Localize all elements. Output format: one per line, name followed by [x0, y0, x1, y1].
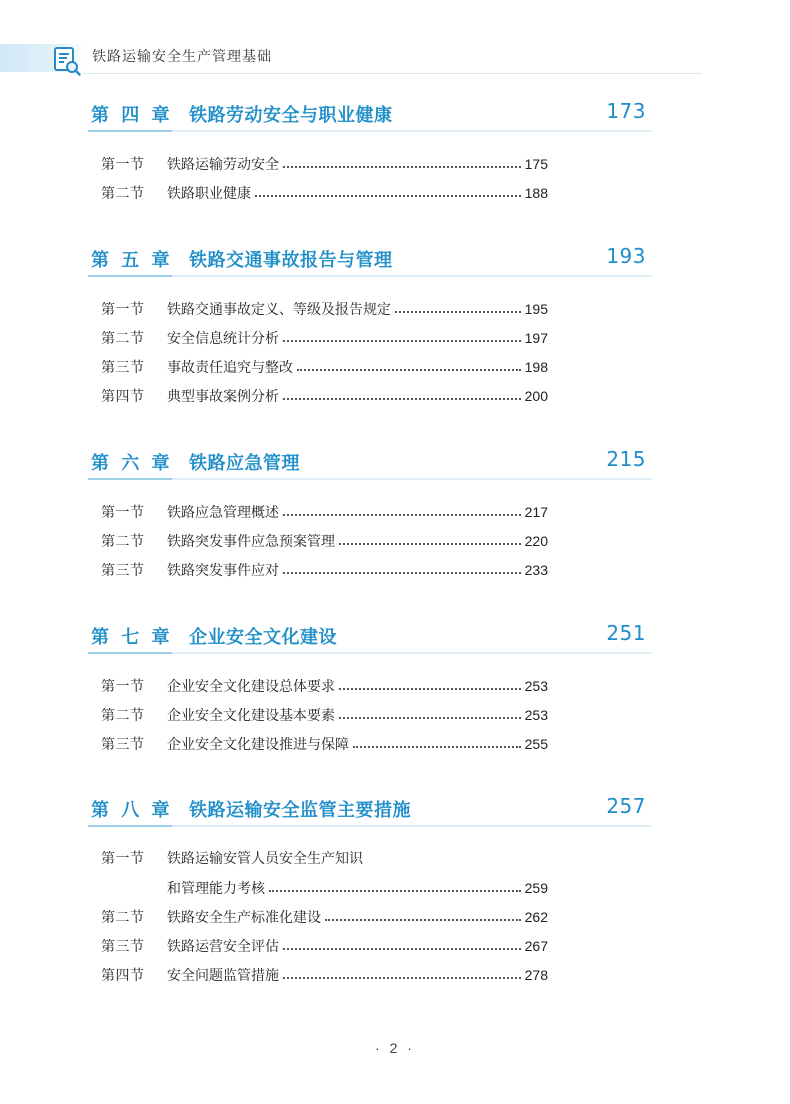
section-page: 198: [524, 359, 548, 375]
dot-leader: [339, 716, 521, 719]
section-number: 第二节: [101, 708, 145, 724]
chapter-title: 铁路交通事故报告与管理: [189, 250, 393, 271]
chapter-number: 第 八 章: [91, 800, 173, 821]
toc-entry[interactable]: [101, 295, 548, 324]
dot-leader: [325, 918, 521, 921]
chapter-number: 第 四 章: [91, 105, 173, 126]
section-list: [101, 295, 548, 411]
section-title: 铁路运输安管人员安全生产知识: [167, 851, 363, 867]
section-list: [101, 150, 548, 208]
dot-leader: [283, 947, 521, 950]
section-title: 企业安全文化建设基本要素: [167, 708, 335, 724]
chapter-page: 251: [606, 621, 646, 645]
section-title: 铁路交通事故定义、等级及报告规定: [167, 302, 391, 318]
dot-leader: [283, 976, 521, 979]
section-list: [101, 498, 548, 585]
toc-entry[interactable]: [101, 961, 548, 990]
section-title: 安全问题监管措施: [167, 968, 279, 984]
dot-leader: [395, 310, 521, 313]
toc-entry[interactable]: [101, 498, 548, 527]
section-title: 铁路运输劳动安全: [167, 157, 279, 173]
section-number: 第三节: [101, 737, 145, 753]
section-page: 262: [524, 909, 548, 925]
chapter-7: [88, 621, 652, 651]
chapter-title: 铁路劳动安全与职业健康: [189, 105, 393, 126]
toc-entry[interactable]: [101, 932, 548, 961]
chapter-title: 铁路运输安全监管主要措施: [189, 800, 411, 821]
section-page: 253: [524, 707, 548, 723]
dot-leader: [339, 687, 521, 690]
section-page: 259: [524, 880, 548, 896]
header-divider: [84, 73, 702, 74]
chapter-page: 215: [606, 447, 646, 471]
section-page: 197: [524, 330, 548, 346]
chapter-underline: [88, 652, 652, 654]
toc-entry[interactable]: [101, 556, 548, 585]
page-number: · 2 ·: [375, 1040, 415, 1056]
chapter-6: [88, 447, 652, 477]
chapter-number: 第 六 章: [91, 453, 173, 474]
section-title: 企业安全文化建设推进与保障: [167, 737, 349, 753]
toc-entry[interactable]: [101, 179, 548, 208]
dot-leader: [283, 513, 521, 516]
chapter-underline: [88, 825, 652, 827]
section-number: 第三节: [101, 360, 145, 376]
chapter-page: 173: [606, 99, 646, 123]
chapter-page: 193: [606, 244, 646, 268]
chapter-heading[interactable]: [88, 621, 652, 651]
section-page: 233: [524, 562, 548, 578]
section-number: 第一节: [101, 302, 145, 318]
section-title: 铁路运营安全评估: [167, 939, 279, 955]
section-title-continuation: 和管理能力考核: [167, 881, 265, 897]
book-search-icon: [52, 45, 82, 77]
dot-leader: [339, 542, 521, 545]
chapter-heading[interactable]: [88, 244, 652, 274]
chapter-4: [88, 99, 652, 129]
chapter-5: [88, 244, 652, 274]
section-page: 220: [524, 533, 548, 549]
section-title: 铁路应急管理概述: [167, 505, 279, 521]
toc-entry[interactable]: [101, 903, 548, 932]
section-number: 第二节: [101, 534, 145, 550]
toc-entry[interactable]: [101, 382, 548, 411]
chapter-number: 第 五 章: [91, 250, 173, 271]
chapter-underline: [88, 130, 652, 132]
section-page: 188: [524, 185, 548, 201]
section-number: 第三节: [101, 939, 145, 955]
chapter-heading[interactable]: [88, 794, 652, 824]
dot-leader: [283, 339, 521, 342]
section-page: 278: [524, 967, 548, 983]
chapter-8: [88, 794, 652, 824]
chapter-title: 企业安全文化建设: [189, 627, 337, 648]
section-page: 200: [524, 388, 548, 404]
dot-leader: [283, 397, 521, 400]
section-number: 第一节: [101, 157, 145, 173]
section-title: 铁路职业健康: [167, 186, 251, 202]
chapter-number: 第 七 章: [91, 627, 173, 648]
chapter-title: 铁路应急管理: [189, 453, 300, 474]
toc-entry[interactable]: [101, 672, 548, 701]
chapter-heading[interactable]: [88, 99, 652, 129]
section-page: 253: [524, 678, 548, 694]
chapter-underline: [88, 478, 652, 480]
section-title: 安全信息统计分析: [167, 331, 279, 347]
section-number: 第二节: [101, 186, 145, 202]
section-number: 第二节: [101, 331, 145, 347]
section-number: 第四节: [101, 389, 145, 405]
section-title: 铁路突发事件应急预案管理: [167, 534, 335, 550]
section-page: 175: [524, 156, 548, 172]
dot-leader: [255, 194, 521, 197]
section-page: 267: [524, 938, 548, 954]
page-header: [0, 0, 790, 80]
toc-entry[interactable]: [101, 527, 548, 556]
section-number: 第一节: [101, 679, 145, 695]
section-page: 195: [524, 301, 548, 317]
chapter-heading[interactable]: [88, 447, 652, 477]
toc-entry[interactable]: [101, 353, 548, 382]
toc-entry[interactable]: [101, 324, 548, 353]
running-header-title: 铁路运输安全生产管理基础: [92, 49, 272, 65]
dot-leader: [353, 745, 521, 748]
chapter-underline: [88, 275, 652, 277]
section-number: 第一节: [101, 505, 145, 521]
section-list: [101, 845, 548, 990]
toc-entry[interactable]: [101, 701, 548, 730]
section-number: 第一节: [101, 851, 145, 867]
section-list: [101, 672, 548, 759]
dot-leader: [269, 889, 521, 892]
dot-leader: [297, 368, 521, 371]
toc-entry[interactable]: [101, 730, 548, 759]
section-title: 企业安全文化建设总体要求: [167, 679, 335, 695]
dot-leader: [283, 571, 521, 574]
toc-entry[interactable]: [101, 150, 548, 179]
section-title: 铁路突发事件应对: [167, 563, 279, 579]
section-page: 255: [524, 736, 548, 752]
section-page: 217: [524, 504, 548, 520]
section-title: 铁路安全生产标准化建设: [167, 910, 321, 926]
section-number: 第四节: [101, 968, 145, 984]
section-number: 第三节: [101, 563, 145, 579]
toc-entry[interactable]: [101, 845, 548, 874]
section-title: 事故责任追究与整改: [167, 360, 293, 376]
section-title: 典型事故案例分析: [167, 389, 279, 405]
toc-entry-continuation[interactable]: [101, 874, 548, 903]
section-number: 第二节: [101, 910, 145, 926]
chapter-page: 257: [606, 794, 646, 818]
dot-leader: [283, 165, 521, 168]
